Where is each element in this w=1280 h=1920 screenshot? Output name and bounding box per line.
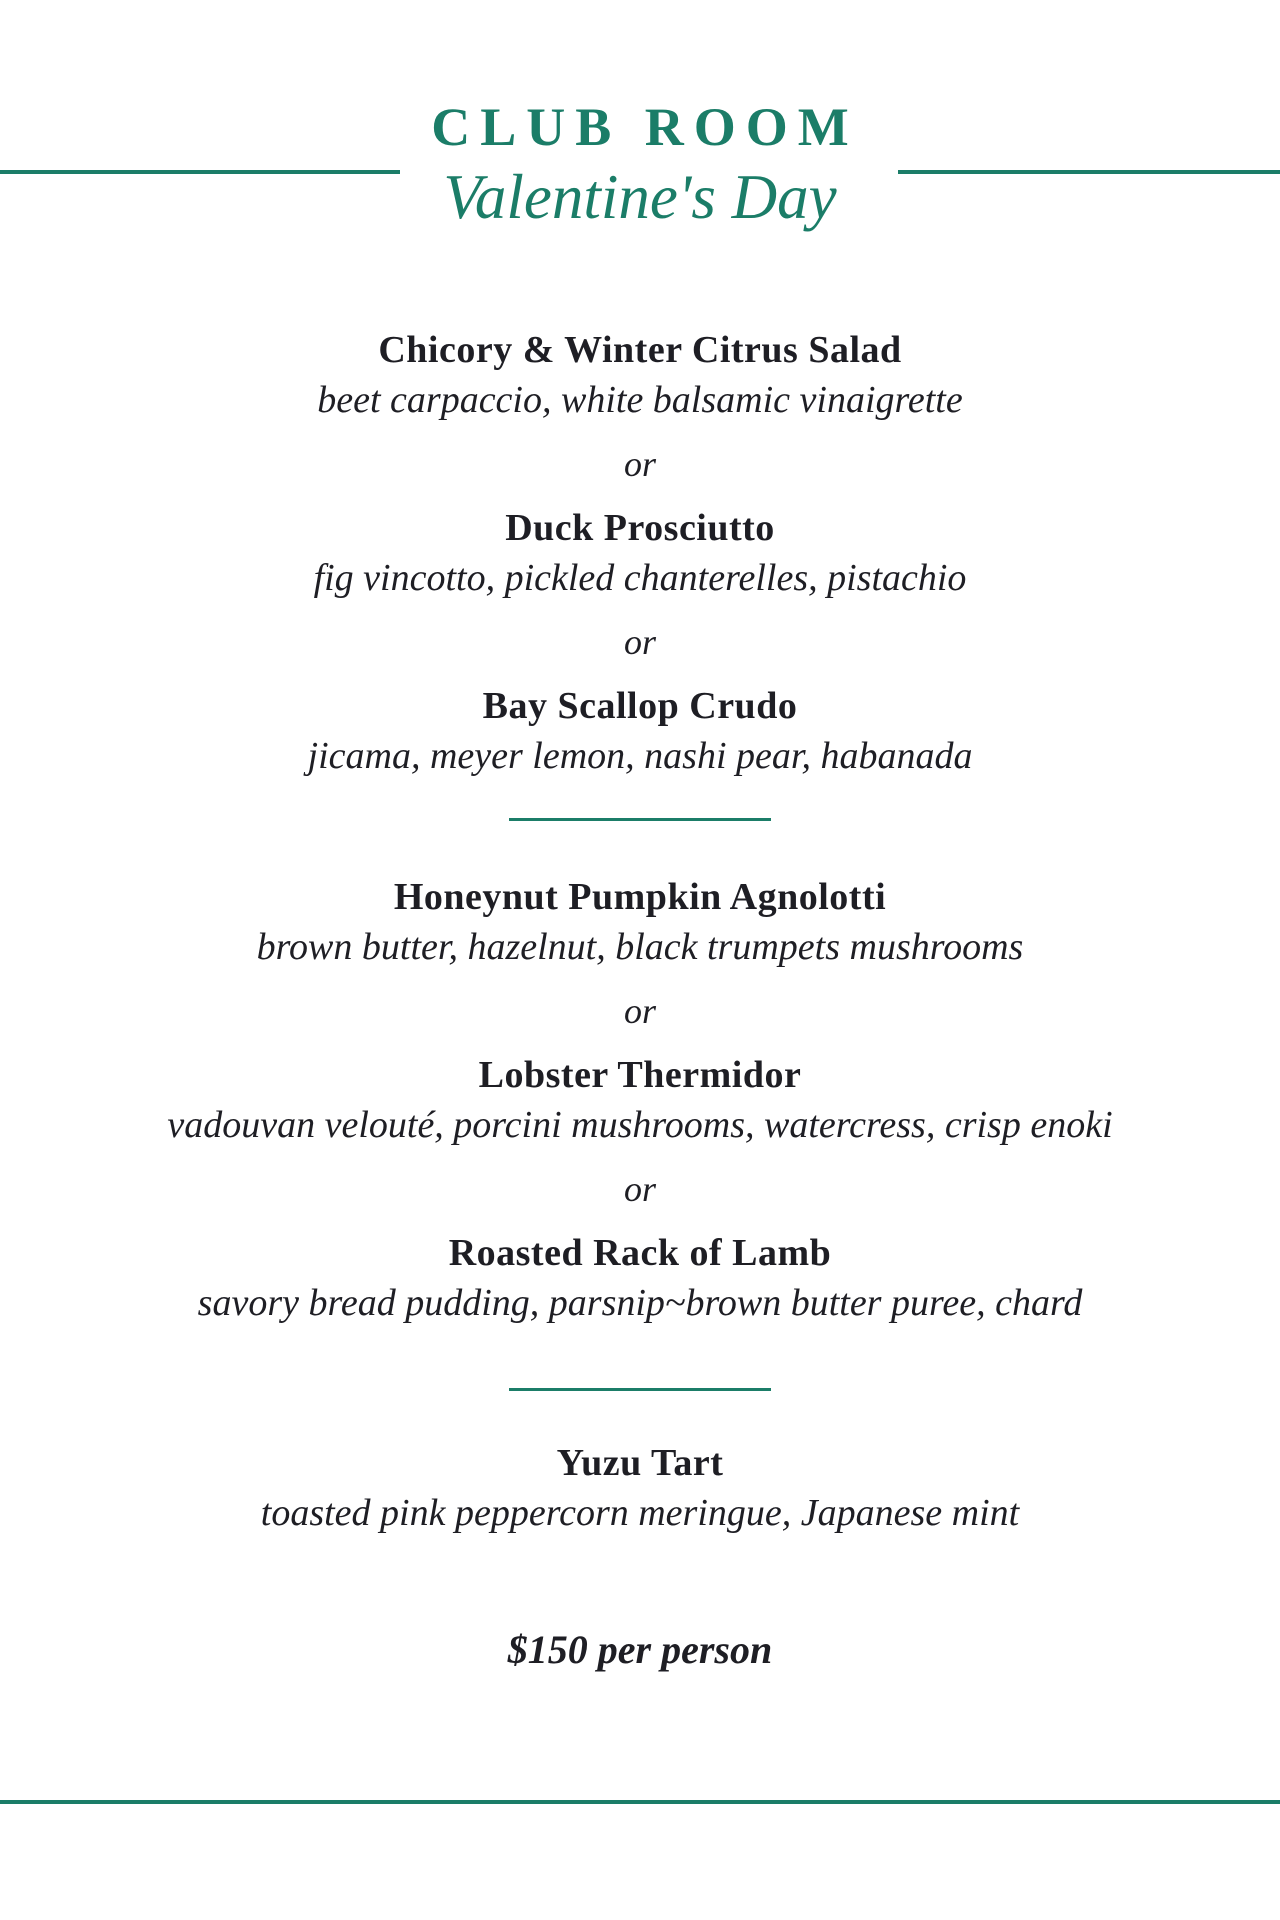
course-divider: [509, 1388, 771, 1391]
bottom-rule: [0, 1800, 1280, 1804]
dish-name: Lobster Thermidor: [478, 1054, 802, 1096]
course-divider: [509, 818, 771, 821]
menu-item: [0, 872, 1280, 972]
dish-description: fig vincotto, pickled chanterelles, pistachio: [313, 557, 967, 599]
course-section-mains: [0, 872, 1280, 1328]
dish-description: toasted pink peppercorn meringue, Japanese mint: [260, 1492, 1020, 1534]
menu-item: [0, 503, 1280, 603]
or-separator: or: [623, 1169, 656, 1209]
menu-item: [0, 1228, 1280, 1328]
course-section-dessert: [0, 1438, 1280, 1538]
menu-subtitle: Valentine's Day: [443, 162, 837, 232]
menu-title: CLUB ROOM: [431, 97, 859, 157]
dish-name: Bay Scallop Crudo: [482, 685, 798, 727]
menu-item: [0, 1438, 1280, 1538]
dish-name: Chicory & Winter Citrus Salad: [378, 329, 902, 371]
dish-name: Duck Prosciutto: [505, 507, 775, 549]
dish-description: savory bread pudding, parsnip~brown butter puree, chard: [197, 1282, 1083, 1324]
price-line: $150 per person: [507, 1627, 773, 1672]
menu-item: [0, 325, 1280, 425]
menu-item: [0, 1050, 1280, 1150]
or-separator: or: [623, 444, 656, 484]
dish-name: Yuzu Tart: [556, 1442, 724, 1484]
dish-description: brown butter, hazelnut, black trumpets mushrooms: [256, 926, 1024, 968]
course-section-appetizers: [0, 325, 1280, 781]
menu-item: [0, 681, 1280, 781]
or-separator: or: [623, 991, 656, 1031]
menu-header: [0, 92, 1280, 232]
dish-name: Roasted Rack of Lamb: [448, 1232, 832, 1274]
or-separator: or: [623, 622, 656, 662]
dish-description: jicama, meyer lemon, nashi pear, habanada: [307, 735, 973, 777]
dish-name: Honeynut Pumpkin Agnolotti: [393, 876, 887, 918]
dish-description: beet carpaccio, white balsamic vinaigrette: [317, 379, 963, 421]
dish-description: vadouvan velouté, porcini mushrooms, watercress, crisp enoki: [167, 1104, 1113, 1146]
